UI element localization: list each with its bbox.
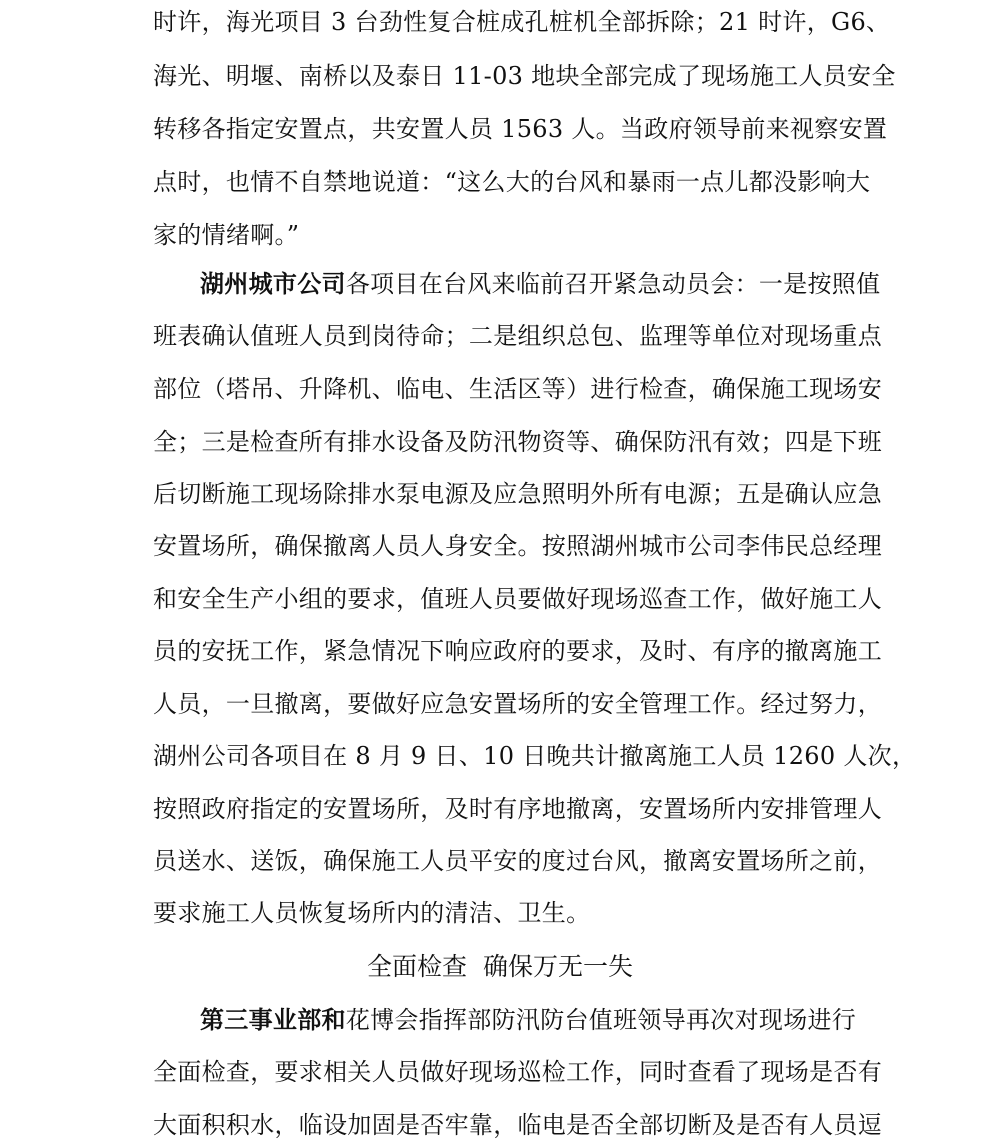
paragraph-2-line-1 [200, 264, 881, 304]
paragraph-3-line-3: 大面积积水，临设加固是否牢靠，临电是否全部切断及是否有人员逗 [153, 1111, 882, 1139]
paragraph-3-lead-bold: 第三事业部和 [200, 1005, 346, 1034]
paragraph-1-line-3: 转移各指定安置点，共安置人员 1563 人。当政府领导前来视察安置 [153, 115, 888, 143]
paragraph-2-line-13: 要求施工人员恢复场所内的清洁、卫生。 [153, 899, 591, 927]
paragraph-1-line-5: 家的情绪啊。” [153, 221, 300, 249]
paragraph-3-lead-rest: 花博会指挥部防汛防台值班领导再次对现场进行 [345, 1006, 857, 1034]
paragraph-2-lead-bold: 湖州城市公司 [200, 269, 346, 298]
section-heading: 全面检查 确保万无一失 [367, 952, 633, 981]
paragraph-2-line-9: 人员，一旦撤离，要做好应急安置场所的安全管理工作。经过努力， [153, 690, 882, 718]
paragraph-2-line-5: 后切断施工现场除排水泵电源及应急照明外所有电源；五是确认应急 [153, 480, 882, 508]
paragraph-2-line-11: 按照政府指定的安置场所，及时有序地撤离，安置场所内安排管理人 [153, 795, 882, 823]
paragraph-3-line-2: 全面检查，要求相关人员做好现场巡检工作，同时查看了现场是否有 [153, 1058, 882, 1086]
paragraph-1-line-2: 海光、明堰、南桥以及泰日 11-03 地块全部完成了现场施工人员安全 [153, 62, 896, 90]
paragraph-1-line-1: 时许，海光项目 3 台劲性复合桩成孔桩机全部拆除；21 时许，G6、 [153, 8, 891, 36]
paragraph-2-line-10: 湖州公司各项目在 8 月 9 日、10 日晚共计撤离施工人员 1260 人次， [153, 742, 917, 770]
paragraph-2-lead-rest: 各项目在台风来临前召开紧急动员会：一是按照值 [345, 270, 881, 298]
paragraph-2-line-8: 员的安抚工作，紧急情况下响应政府的要求，及时、有序的撤离施工 [153, 637, 882, 665]
paragraph-2-line-7: 和安全生产小组的要求，值班人员要做好现场巡查工作，做好施工人 [153, 585, 882, 613]
paragraph-2-line-3: 部位（塔吊、升降机、临电、生活区等）进行检查，确保施工现场安 [153, 375, 882, 403]
paragraph-2-line-4: 全；三是检查所有排水设备及防汛物资等、确保防汛有效；四是下班 [153, 428, 882, 456]
paragraph-2-line-2: 班表确认值班人员到岗待命；二是组织总包、监理等单位对现场重点 [153, 322, 882, 350]
paragraph-2-line-6: 安置场所，确保撤离人员人身安全。按照湖州城市公司李伟民总经理 [153, 532, 882, 560]
paragraph-1-line-4: 点时，也情不自禁地说道：“这么大的台风和暴雨一点儿都没影响大 [153, 168, 871, 196]
paragraph-2-line-12: 员送水、送饭，确保施工人员平安的度过台风，撤离安置场所之前， [153, 847, 882, 875]
paragraph-3-line-1 [200, 1000, 857, 1040]
